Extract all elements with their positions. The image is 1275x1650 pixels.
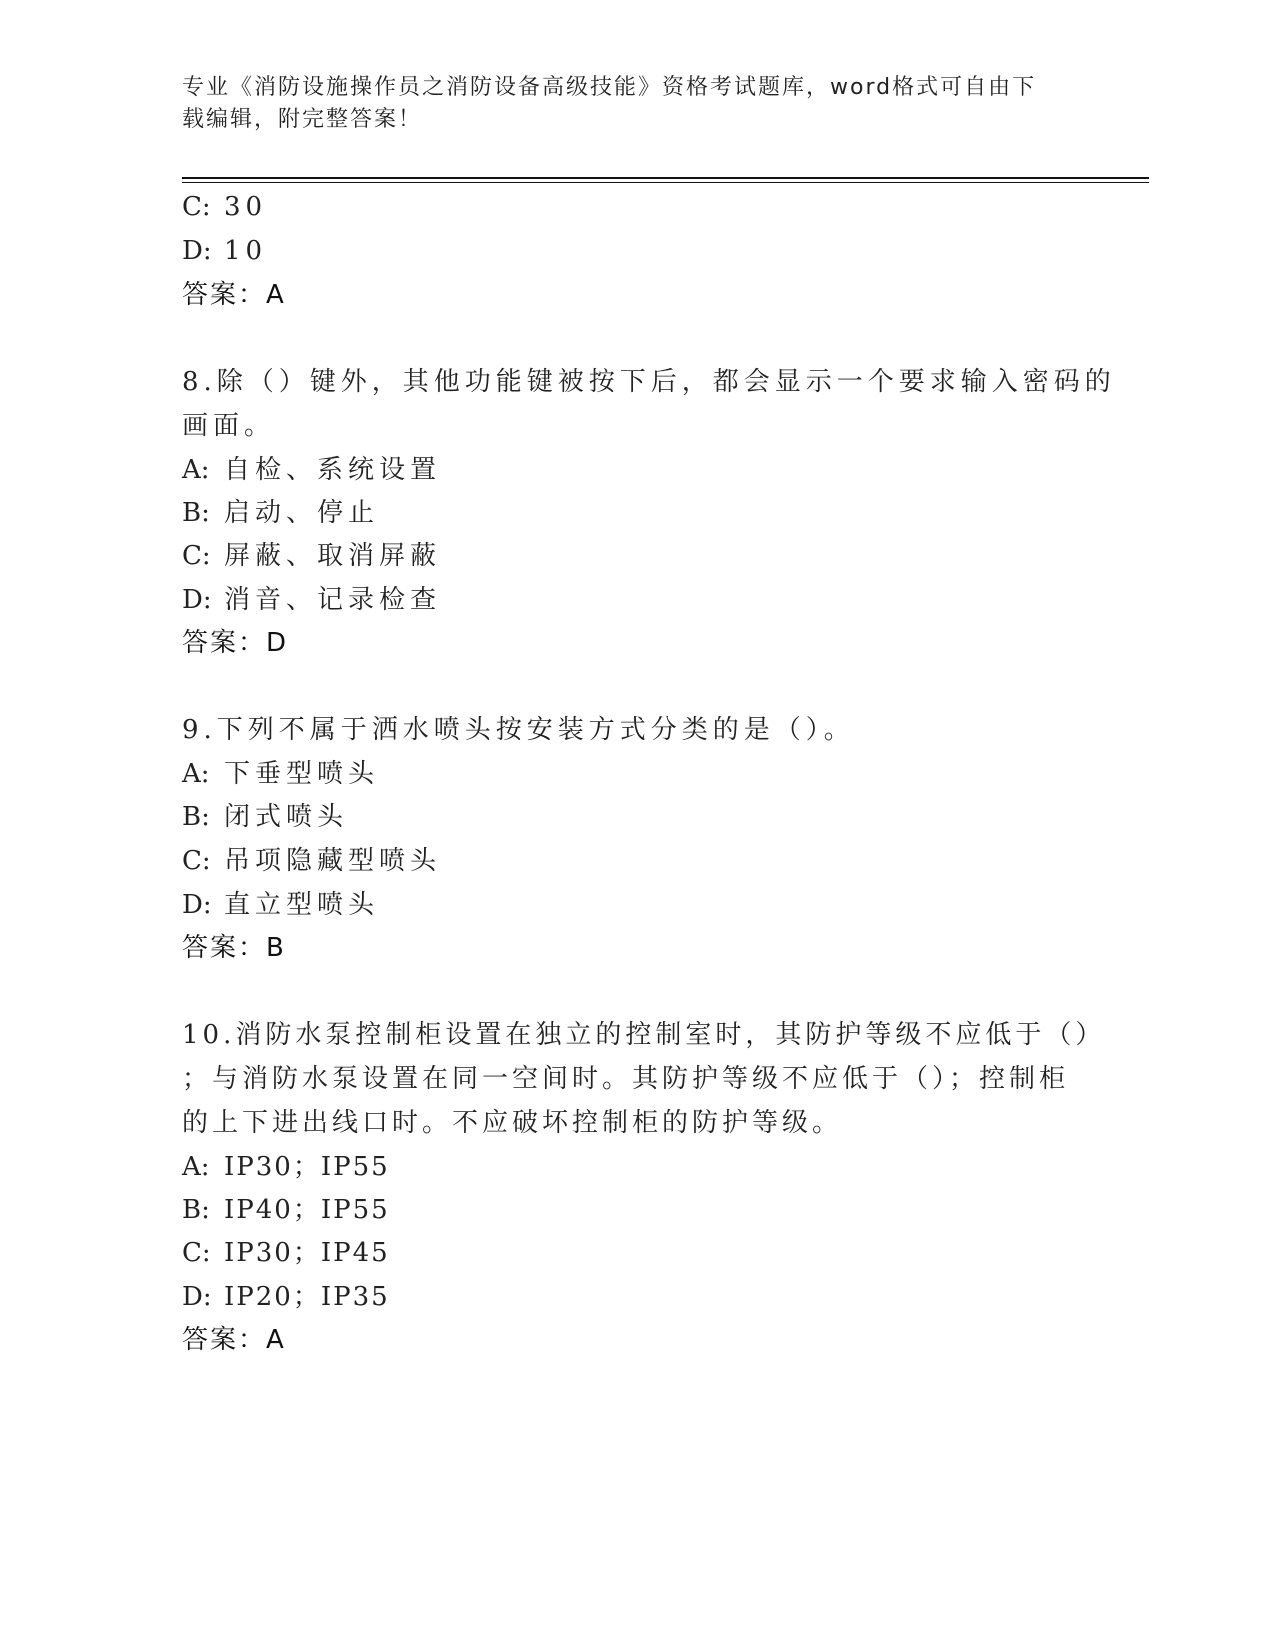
q7-option-d-label: D: [182,236,212,266]
q9-option-b-label: B: [182,802,210,832]
q8-option-a-label: A: [182,455,210,485]
q8-stem-line-2: 画面。 [182,411,276,441]
q8-option-a-text: 自检、系统设置 [224,455,442,485]
q8-option-c-text: 屏蔽、取消屏蔽 [224,541,442,571]
q8-option-d-label: D: [182,585,212,615]
q10-option-a-text: IP30；IP55 [224,1152,390,1182]
q9-option-c-label: C: [182,846,211,876]
q10-answer: 答案：A [182,1325,286,1355]
q10-stem-line-3: 的上下进出线口时。不应破坏控制柜的防护等级。 [182,1108,843,1138]
q8-option-d-text: 消音、记录检查 [224,585,442,615]
q10-option-d-text: IP20；IP35 [224,1282,390,1312]
q8-option-c-label: C: [182,541,211,571]
q10-option-c [182,1236,390,1270]
q10-stem-line-2: ；与消防水泵设置在同一空间时。其防护等级不应低于（）；控制柜 [182,1064,1070,1094]
header-line-1: 专业《消防设施操作员之消防设备高级技能》资格考试题库，word格式可自由下 [182,75,1037,100]
q8-answer: 答案：D [182,628,289,658]
q9-option-b-text: 闭式喷头 [224,802,349,832]
q9-answer: 答案：B [182,933,286,963]
q9-option-d-text: 直立型喷头 [224,890,380,920]
q10-option-b [182,1193,390,1227]
q10-option-a-label: A: [182,1152,210,1182]
q8-option-a [182,453,441,487]
q10-option-c-text: IP30；IP45 [224,1238,390,1268]
header-rule-thick [182,177,1149,179]
q7-option-d [182,234,267,268]
q8-option-b-label: B: [182,498,210,528]
q8-option-b [182,496,379,530]
q10-option-a [182,1150,390,1184]
q10-option-d-label: D: [182,1282,212,1312]
q10-option-b-text: IP40；IP55 [224,1195,390,1225]
header-rule-thin [182,182,1149,183]
q7-option-d-text: 10 [224,236,268,266]
q9-option-a-label: A: [182,759,210,789]
q9-option-d [182,888,379,922]
q7-option-c-text: 30 [224,192,268,222]
q10-option-b-label: B: [182,1195,210,1225]
q9-option-d-label: D: [182,890,212,920]
q7-option-c [182,190,267,224]
q8-option-c [182,539,441,573]
q10-stem-line-1: 10.消防水泵控制柜设置在独立的控制室时，其防护等级不应低于（） [182,1020,1106,1050]
header-line-2: 载编辑，附完整答案！ [182,107,423,132]
page-header [182,72,1062,136]
q9-option-a-text: 下垂型喷头 [224,759,380,789]
q7-answer: 答案：A [182,280,286,310]
q7-option-c-label: C: [182,192,211,222]
q8-option-b-text: 启动、停止 [224,498,380,528]
q9-option-a [182,757,379,791]
q8-stem-line-1: 8.除（）键外，其他功能键被按下后，都会显示一个要求输入密码的 [182,367,1116,397]
q9-stem-line-1: 9.下列不属于洒水喷头按安装方式分类的是（）。 [182,715,855,745]
q8-option-d [182,583,441,617]
q10-option-d [182,1280,390,1314]
q9-option-c [182,844,441,878]
q9-option-c-text: 吊项隐藏型喷头 [224,846,442,876]
q9-option-b [182,800,348,834]
q10-option-c-label: C: [182,1238,211,1268]
